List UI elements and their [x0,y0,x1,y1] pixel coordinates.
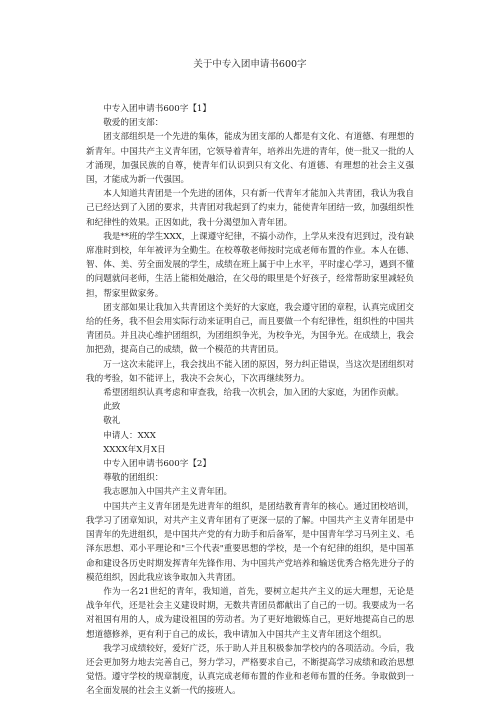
paragraph: 敬礼 [103,416,121,427]
document-title: 关于中专入团申请书600字 [193,59,307,70]
paragraph: 我志愿加入中国共产主义青年团。 [103,487,233,498]
paragraph: XXXX年X月X日 [103,444,166,455]
paragraph: 作为一名21世纪的青年，我知道，首先，要树立起共产主义的远大理想，无论是战争年代，还是社会主义建设时期，无数共青团员都献出了自己的一切。我要成为一名对祖国有用的人，成为建设祖国的劳动者。为了更好地锻炼自己，更好地提高自己的思想道德修养，更有利于自己的成长，我申请加入中国共产主义青年团这个组织。 [86,586,414,640]
paragraph: 我是**班的学生XXX，上课遵守纪律，不搞小动作，上学从来没有迟到过，没有缺席准时到校，年年被评为全勤生。在校尊敬老师按时完成老师布置的作业。本人在德、智、体、美、劳全面发展的学生，成绩在班上属于中上水平，平时虚心学习，遇到不懂的问题就问老师，生活上能相处融洽，在父母的眼里是个好孩子，经常帮助家里减轻负担，帮家里做家务。 [86,231,414,299]
paragraph: 中国共产主义青年团是先进青年的组织，是团结教育青年的核心。通过团校培训，我学习了团章知识，对共产主义青年团有了更深一层的了解。中国共产主义青年团是中国青年的先进组织，是中国共产党的有力助手和后备军，是中国青年学习马列主义、毛泽东思想、邓小平理论和"三个代表"重要思想的学校，是一个有纪律的组织，是中国革命和建设各历史时期发挥青年先锋作用、为中国共产党培养和输送优秀合格先进分子的模范组织，因此我应该争取加入共青团。 [86,501,414,583]
paragraph: 中专入团申请书600字【1】 [103,104,211,114]
paragraph: 团支部如果让我加入共青团这个美好的大家庭，我会遵守团的章程，认真完成团交给的任务，我不但会用实际行动来证明自己，而且要做一个有纪律性，组织性的中国共青团员。并且决心维护团组织，为团组织争光，为校争光，为国争光。在成绩上，我会加把劲，提高自己的成绩，做一个模范的共青团员。 [86,302,414,356]
paragraph: 申请人：XXX [103,430,156,441]
paragraph: 本人知道共青团是一个先进的团体，只有新一代青年才能加入共青团，我认为我自己已经达到了入团的要求，共青团对我起到了约束力，能使青年团结一致，加强组织性和纪律性的效果。正因如此，我十分渴望加入青年团。 [86,189,414,228]
paragraph: 此致 [103,402,121,413]
paragraph: 团支部组织是一个先进的集体，能成为团支部的人都是有文化、有道德、有理想的新青年。中国共产主义青年团，它领导着青年，培养出先进的青年，使一批又一批的人才涌现，加强民族的自尊，使青年们认识到只有文化、有道德、有理想的社会主义强国，才能成为新一代强国。 [86,132,414,186]
document-body [86,102,414,699]
paragraph: 尊敬的团组织： [103,473,164,484]
paragraph: 敬爱的团支部： [103,118,164,129]
paragraph: 我学习成绩较好，爱好广泛，乐于助人并且积极参加学校内的各项活动。今后，我还会更加努力地去完善自己，努力学习，严格要求自己，不断提高学习成绩和政治思想觉悟。遵守学校的规章制度，认真完成老师布置的作业和老师布置的任务。争取做到一名全面发展的社会主义新一代的接班人。 [86,643,414,697]
paragraph: 中专入团申请书600字【2】 [103,459,211,470]
paragraph: 万一这次未能评上，我会找出不能入团的原因，努力纠正错误，当这次是团组织对我的考验，如不能评上，我决不会灰心，下次再继续努力。 [86,359,414,384]
paragraph: 希望团组织认真考虑和审查我，给我一次机会，加入团的大家庭，为团作贡献。 [103,388,404,399]
